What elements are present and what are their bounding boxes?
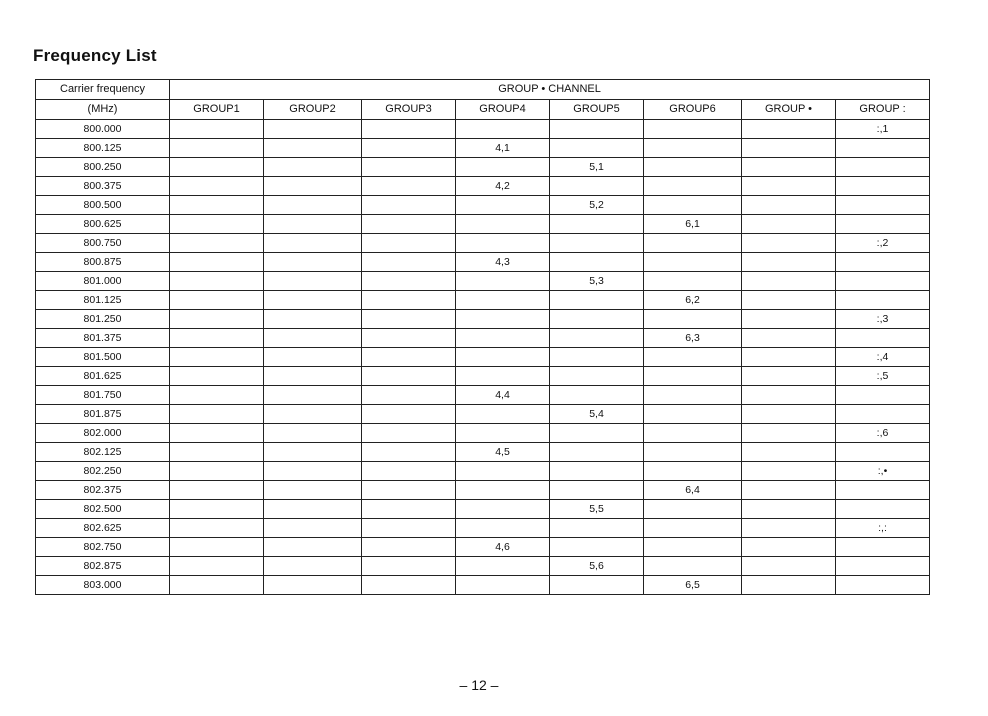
channel-cell xyxy=(644,272,742,291)
channel-cell: 5,6 xyxy=(550,557,644,576)
frequency-cell: 801.750 xyxy=(36,386,170,405)
channel-cell: 4,4 xyxy=(456,386,550,405)
channel-cell xyxy=(742,557,836,576)
channel-cell xyxy=(362,139,456,158)
channel-cell xyxy=(836,557,930,576)
channel-cell xyxy=(264,329,362,348)
frequency-cell: 800.375 xyxy=(36,177,170,196)
channel-cell xyxy=(362,576,456,595)
channel-cell xyxy=(742,405,836,424)
group-channel-header: GROUP • CHANNEL xyxy=(170,80,930,100)
table-row xyxy=(36,500,930,519)
channel-cell xyxy=(362,158,456,177)
frequency-cell: 800.000 xyxy=(36,120,170,139)
channel-cell xyxy=(456,405,550,424)
channel-cell xyxy=(362,481,456,500)
group-column-header: GROUP2 xyxy=(264,100,362,120)
channel-cell xyxy=(264,367,362,386)
channel-cell: 5,3 xyxy=(550,272,644,291)
channel-cell xyxy=(362,519,456,538)
group-column-header: GROUP6 xyxy=(644,100,742,120)
channel-cell xyxy=(264,557,362,576)
channel-cell xyxy=(170,443,264,462)
channel-cell xyxy=(170,139,264,158)
table-row xyxy=(36,158,930,177)
frequency-cell: 801.625 xyxy=(36,367,170,386)
channel-cell xyxy=(456,120,550,139)
channel-cell: 5,2 xyxy=(550,196,644,215)
channel-cell xyxy=(362,557,456,576)
channel-cell xyxy=(644,310,742,329)
channel-cell xyxy=(170,234,264,253)
channel-cell xyxy=(550,443,644,462)
channel-cell xyxy=(836,272,930,291)
channel-cell xyxy=(550,424,644,443)
channel-cell xyxy=(362,348,456,367)
channel-cell xyxy=(170,500,264,519)
channel-cell xyxy=(456,310,550,329)
channel-cell xyxy=(170,405,264,424)
channel-cell xyxy=(264,538,362,557)
group-column-header: GROUP3 xyxy=(362,100,456,120)
channel-cell xyxy=(264,405,362,424)
channel-cell xyxy=(550,291,644,310)
channel-cell: 6,3 xyxy=(644,329,742,348)
table-row xyxy=(36,215,930,234)
channel-cell xyxy=(742,215,836,234)
channel-cell xyxy=(456,462,550,481)
channel-cell xyxy=(362,177,456,196)
channel-cell xyxy=(170,215,264,234)
table-row xyxy=(36,424,930,443)
channel-cell: :,: xyxy=(836,519,930,538)
channel-cell xyxy=(264,481,362,500)
channel-cell xyxy=(644,158,742,177)
channel-cell xyxy=(362,424,456,443)
channel-cell xyxy=(264,291,362,310)
frequency-cell: 800.625 xyxy=(36,215,170,234)
channel-cell xyxy=(456,234,550,253)
channel-cell xyxy=(550,386,644,405)
channel-cell: 5,4 xyxy=(550,405,644,424)
channel-cell xyxy=(836,291,930,310)
frequency-cell: 801.000 xyxy=(36,272,170,291)
group-column-header: GROUP1 xyxy=(170,100,264,120)
channel-cell: :,1 xyxy=(836,120,930,139)
channel-cell xyxy=(264,253,362,272)
channel-cell xyxy=(456,215,550,234)
table-row xyxy=(36,386,930,405)
channel-cell xyxy=(362,272,456,291)
channel-cell xyxy=(362,253,456,272)
carrier-frequency-header: Carrier frequency xyxy=(36,80,170,100)
frequency-cell: 802.750 xyxy=(36,538,170,557)
channel-cell xyxy=(644,348,742,367)
channel-cell xyxy=(836,177,930,196)
channel-cell xyxy=(456,500,550,519)
channel-cell xyxy=(742,158,836,177)
channel-cell xyxy=(264,443,362,462)
table-row xyxy=(36,329,930,348)
table-row xyxy=(36,519,930,538)
channel-cell xyxy=(742,386,836,405)
frequency-cell: 802.000 xyxy=(36,424,170,443)
frequency-cell: 801.500 xyxy=(36,348,170,367)
channel-cell xyxy=(170,120,264,139)
channel-cell xyxy=(742,253,836,272)
channel-cell xyxy=(264,462,362,481)
channel-cell xyxy=(836,196,930,215)
channel-cell xyxy=(170,329,264,348)
channel-cell xyxy=(644,557,742,576)
channel-cell xyxy=(836,139,930,158)
channel-cell xyxy=(836,215,930,234)
channel-cell xyxy=(170,177,264,196)
channel-cell xyxy=(836,405,930,424)
channel-cell xyxy=(264,158,362,177)
channel-cell: 6,1 xyxy=(644,215,742,234)
channel-cell xyxy=(742,177,836,196)
channel-cell: 4,1 xyxy=(456,139,550,158)
channel-cell xyxy=(362,310,456,329)
channel-cell xyxy=(550,253,644,272)
frequency-cell: 801.875 xyxy=(36,405,170,424)
frequency-cell: 801.250 xyxy=(36,310,170,329)
channel-cell xyxy=(550,348,644,367)
channel-cell xyxy=(742,443,836,462)
channel-cell xyxy=(456,348,550,367)
table-row xyxy=(36,177,930,196)
channel-cell xyxy=(742,367,836,386)
channel-cell xyxy=(456,158,550,177)
channel-cell xyxy=(362,234,456,253)
channel-cell xyxy=(836,443,930,462)
channel-cell xyxy=(362,443,456,462)
channel-cell xyxy=(456,196,550,215)
group-column-header: GROUP • xyxy=(742,100,836,120)
channel-cell: :,5 xyxy=(836,367,930,386)
channel-cell xyxy=(170,538,264,557)
channel-cell xyxy=(550,215,644,234)
channel-cell xyxy=(836,576,930,595)
channel-cell xyxy=(170,576,264,595)
channel-cell xyxy=(644,386,742,405)
channel-cell xyxy=(550,538,644,557)
table-row xyxy=(36,291,930,310)
frequency-cell: 802.625 xyxy=(36,519,170,538)
channel-cell xyxy=(170,196,264,215)
channel-cell xyxy=(456,329,550,348)
frequency-cell: 800.875 xyxy=(36,253,170,272)
frequency-cell: 803.000 xyxy=(36,576,170,595)
table-row xyxy=(36,481,930,500)
channel-cell xyxy=(456,576,550,595)
channel-cell xyxy=(644,139,742,158)
channel-cell xyxy=(644,367,742,386)
channel-cell: :,4 xyxy=(836,348,930,367)
channel-cell xyxy=(264,272,362,291)
table-row xyxy=(36,405,930,424)
channel-cell xyxy=(644,500,742,519)
channel-cell xyxy=(742,500,836,519)
channel-cell: :,2 xyxy=(836,234,930,253)
channel-cell xyxy=(742,139,836,158)
channel-cell xyxy=(742,310,836,329)
channel-cell: 4,6 xyxy=(456,538,550,557)
channel-cell xyxy=(742,234,836,253)
frequency-cell: 800.125 xyxy=(36,139,170,158)
channel-cell xyxy=(644,253,742,272)
channel-cell xyxy=(170,386,264,405)
channel-cell xyxy=(456,481,550,500)
channel-cell xyxy=(742,120,836,139)
channel-cell xyxy=(550,519,644,538)
frequency-cell: 802.500 xyxy=(36,500,170,519)
channel-cell xyxy=(550,367,644,386)
mhz-unit-header: (MHz) xyxy=(36,100,170,120)
table-row xyxy=(36,443,930,462)
table-row xyxy=(36,348,930,367)
channel-cell xyxy=(264,348,362,367)
channel-cell xyxy=(362,291,456,310)
table-row xyxy=(36,253,930,272)
channel-cell xyxy=(170,310,264,329)
table-row xyxy=(36,367,930,386)
table-row xyxy=(36,557,930,576)
channel-cell xyxy=(644,443,742,462)
table-row xyxy=(36,462,930,481)
channel-cell xyxy=(742,272,836,291)
channel-cell xyxy=(456,272,550,291)
table-header xyxy=(36,80,930,120)
page-number: – 12 – xyxy=(459,677,499,693)
group-column-header: GROUP : xyxy=(836,100,930,120)
table-row xyxy=(36,196,930,215)
channel-cell xyxy=(456,557,550,576)
channel-cell xyxy=(362,462,456,481)
channel-cell xyxy=(742,519,836,538)
channel-cell xyxy=(742,424,836,443)
channel-cell xyxy=(456,424,550,443)
channel-cell xyxy=(550,576,644,595)
channel-cell: 6,4 xyxy=(644,481,742,500)
table-row xyxy=(36,576,930,595)
channel-cell xyxy=(170,462,264,481)
channel-cell xyxy=(264,139,362,158)
channel-cell xyxy=(742,291,836,310)
channel-cell xyxy=(362,405,456,424)
channel-cell xyxy=(264,500,362,519)
channel-cell xyxy=(170,481,264,500)
channel-cell xyxy=(742,481,836,500)
table-row xyxy=(36,310,930,329)
channel-cell xyxy=(550,462,644,481)
channel-cell: 4,2 xyxy=(456,177,550,196)
channel-cell xyxy=(550,481,644,500)
channel-cell xyxy=(550,234,644,253)
channel-cell xyxy=(264,234,362,253)
channel-cell xyxy=(170,253,264,272)
channel-cell xyxy=(644,538,742,557)
channel-cell xyxy=(170,519,264,538)
channel-cell xyxy=(836,158,930,177)
channel-cell: :,6 xyxy=(836,424,930,443)
frequency-cell: 800.750 xyxy=(36,234,170,253)
channel-cell xyxy=(550,120,644,139)
channel-cell xyxy=(264,120,362,139)
channel-cell xyxy=(264,519,362,538)
channel-cell xyxy=(644,519,742,538)
frequency-table xyxy=(35,79,930,595)
channel-cell xyxy=(170,557,264,576)
channel-cell xyxy=(644,177,742,196)
page-title: Frequency List xyxy=(33,46,157,65)
channel-cell xyxy=(644,196,742,215)
channel-cell xyxy=(550,177,644,196)
frequency-cell: 802.250 xyxy=(36,462,170,481)
channel-cell xyxy=(550,139,644,158)
channel-cell xyxy=(362,120,456,139)
channel-cell xyxy=(456,291,550,310)
channel-cell: 4,5 xyxy=(456,443,550,462)
channel-cell xyxy=(836,538,930,557)
channel-cell xyxy=(550,329,644,348)
channel-cell xyxy=(836,500,930,519)
table-row xyxy=(36,120,930,139)
channel-cell xyxy=(170,272,264,291)
channel-cell: :,• xyxy=(836,462,930,481)
group-column-header: GROUP4 xyxy=(456,100,550,120)
channel-cell xyxy=(742,538,836,557)
channel-cell xyxy=(836,386,930,405)
frequency-cell: 801.125 xyxy=(36,291,170,310)
channel-cell xyxy=(644,234,742,253)
channel-cell xyxy=(264,215,362,234)
channel-cell xyxy=(264,576,362,595)
channel-cell xyxy=(742,462,836,481)
channel-cell xyxy=(170,291,264,310)
channel-cell xyxy=(170,348,264,367)
channel-cell xyxy=(836,253,930,272)
channel-cell: 6,5 xyxy=(644,576,742,595)
channel-cell: 5,5 xyxy=(550,500,644,519)
frequency-cell: 800.250 xyxy=(36,158,170,177)
channel-cell xyxy=(644,462,742,481)
channel-cell xyxy=(264,310,362,329)
channel-cell xyxy=(644,405,742,424)
channel-cell xyxy=(742,196,836,215)
channel-cell xyxy=(456,367,550,386)
channel-cell: 6,2 xyxy=(644,291,742,310)
frequency-cell: 802.875 xyxy=(36,557,170,576)
group-column-header: GROUP5 xyxy=(550,100,644,120)
frequency-cell: 802.375 xyxy=(36,481,170,500)
channel-cell xyxy=(742,348,836,367)
channel-cell: :,3 xyxy=(836,310,930,329)
channel-cell xyxy=(362,329,456,348)
channel-cell xyxy=(264,424,362,443)
channel-cell xyxy=(836,329,930,348)
channel-cell xyxy=(836,481,930,500)
frequency-cell: 802.125 xyxy=(36,443,170,462)
channel-cell xyxy=(550,310,644,329)
channel-cell xyxy=(362,500,456,519)
channel-cell xyxy=(362,215,456,234)
channel-cell xyxy=(644,120,742,139)
channel-cell xyxy=(362,367,456,386)
channel-cell xyxy=(742,576,836,595)
channel-cell xyxy=(742,329,836,348)
table-row xyxy=(36,234,930,253)
channel-cell xyxy=(456,519,550,538)
table-body xyxy=(36,120,930,595)
table-row xyxy=(36,538,930,557)
channel-cell xyxy=(362,196,456,215)
channel-cell xyxy=(264,196,362,215)
table-row xyxy=(36,139,930,158)
table-row xyxy=(36,272,930,291)
channel-cell xyxy=(170,424,264,443)
frequency-cell: 801.375 xyxy=(36,329,170,348)
channel-cell xyxy=(264,386,362,405)
channel-cell xyxy=(264,177,362,196)
channel-cell xyxy=(644,424,742,443)
channel-cell: 5,1 xyxy=(550,158,644,177)
frequency-cell: 800.500 xyxy=(36,196,170,215)
channel-cell xyxy=(362,386,456,405)
channel-cell xyxy=(170,158,264,177)
channel-cell xyxy=(362,538,456,557)
channel-cell xyxy=(170,367,264,386)
channel-cell: 4,3 xyxy=(456,253,550,272)
